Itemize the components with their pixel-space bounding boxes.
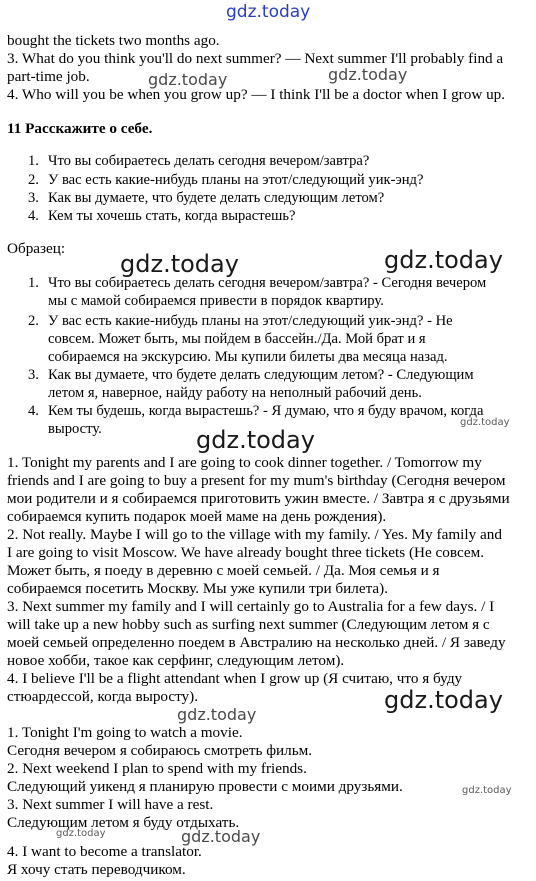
watermark: gdz.today <box>196 426 315 454</box>
watermark: gdz.today <box>460 417 510 428</box>
list-item-line: мы с мамой собираемся привести в порядок квартиру. <box>48 293 384 309</box>
watermark: gdz.today <box>328 65 408 84</box>
watermark: gdz.today <box>120 250 239 278</box>
watermark: gdz.today <box>148 70 228 89</box>
list-number: 4. <box>28 403 39 419</box>
list-item: Что вы собираетесь делать сегодня вечером/завтра? <box>48 153 370 169</box>
answer-line: 1. Tonight I'm going to watch a movie. <box>7 724 243 741</box>
intro-line: part-time job. <box>7 68 90 85</box>
answer-line: will take up a new hobby such as surfing next summer (Следующим летом я с <box>7 616 490 633</box>
answer-line: 4. I want to become a translator. <box>7 843 202 860</box>
sample-label: Образец: <box>7 240 66 257</box>
answer-line: 3. Next summer I will have a rest. <box>7 796 214 813</box>
list-item-line: Как вы думаете, что будете делать следующим летом? - Следующим <box>48 367 474 383</box>
list-item-line: летом я, наверное, найду работу на неполный рабочий день. <box>48 385 422 401</box>
watermark: gdz.today <box>181 827 261 846</box>
watermark: gdz.today <box>226 2 311 22</box>
watermark: gdz.today <box>384 686 503 714</box>
answer-line: мои родители и я собираемся приготовить ужин вместе. / Завтра я с друзьями <box>7 490 510 507</box>
answer-line: Я хочу стать переводчиком. <box>7 861 186 878</box>
watermark: gdz.today <box>177 705 257 724</box>
answer-line: собираемся купить подарок моей маме на день рождения). <box>7 508 387 525</box>
list-item-line: Что вы собираетесь делать сегодня вечером/завтра? - Сегодня вечером <box>48 275 487 291</box>
list-number: 1. <box>28 275 39 291</box>
section-heading: 11 Расскажите о себе. <box>7 120 153 137</box>
intro-line: 3. What do you think you'll do next summer? — Next summer I'll probably find a <box>7 50 504 67</box>
list-number: 2. <box>28 172 39 188</box>
list-item-line: собираемся на экскурсию. Мы купили билеты два месяца назад. <box>48 349 448 365</box>
answer-line: 2. Not really. Maybe I will go to the village with my family. / Yes. My family and <box>7 526 502 543</box>
answer-line: friends and I are going to buy a present for my mum's birthday (Сегодня вечером <box>7 472 506 489</box>
list-number: 1. <box>28 153 39 169</box>
answer-line: Сегодня вечером я собираюсь смотреть фильм. <box>7 742 313 759</box>
list-item-line: совсем. Может быть, мы пойдем в бассейн./Да. Мой брат и я <box>48 331 426 347</box>
list-item: У вас есть какие-нибудь планы на этот/следующий уик-энд? <box>48 172 424 188</box>
answer-line: стюардессой, когда выросту). <box>7 688 199 705</box>
list-number: 3. <box>28 190 39 206</box>
list-item-line: Кем ты будешь, когда вырастешь? - Я думаю, что я буду врачом, когда <box>48 403 484 419</box>
list-item: Кем ты хочешь стать, когда вырастешь? <box>48 208 296 224</box>
list-item-line: выросту. <box>48 421 102 437</box>
answer-line: 2. Next weekend I plan to spend with my friends. <box>7 760 307 777</box>
watermark: gdz.today <box>56 828 106 839</box>
list-number: 4. <box>28 208 39 224</box>
answer-line: новое хобби, такое как серфинг, следующим летом). <box>7 652 345 669</box>
watermark: gdz.today <box>462 785 512 796</box>
answer-line: 3. Next summer my family and I will certainly go to Australia for a few days. / I <box>7 598 495 615</box>
answer-line: Следующим летом я буду отдыхать. <box>7 814 240 831</box>
watermark: gdz.today <box>384 246 503 274</box>
list-number: 3. <box>28 367 39 383</box>
list-number: 2. <box>28 313 39 329</box>
answer-line: собираемся посетить Москву. Мы уже купили три билета). <box>7 580 389 597</box>
answer-line: Может быть, я поеду в деревню с моей семьей. / Да. Моя семья и я <box>7 562 440 579</box>
intro-line: 4. Who will you be when you grow up? — I think I'll be a doctor when I grow up. <box>7 86 506 103</box>
answer-line: моей семьей определенно поедем в Австралию на несколько дней. / Я заведу <box>7 634 506 651</box>
list-item: Как вы думаете, что будете делать следующим летом? <box>48 190 385 206</box>
answer-line: I are going to visit Moscow. We have already bought three tickets (Не совсем. <box>7 544 485 561</box>
answer-line: 4. I believe I'll be a flight attendant when I grow up (Я считаю, что я буду <box>7 670 463 687</box>
list-item-line: У вас есть какие-нибудь планы на этот/следующий уик-энд? - Не <box>48 313 453 329</box>
answer-line: Следующий уикенд я планирую провести с моими друзьями. <box>7 778 403 795</box>
answer-line: 1. Tonight my parents and I are going to cook dinner together. / Tomorrow my <box>7 454 482 471</box>
intro-line: bought the tickets two months ago. <box>7 32 220 49</box>
